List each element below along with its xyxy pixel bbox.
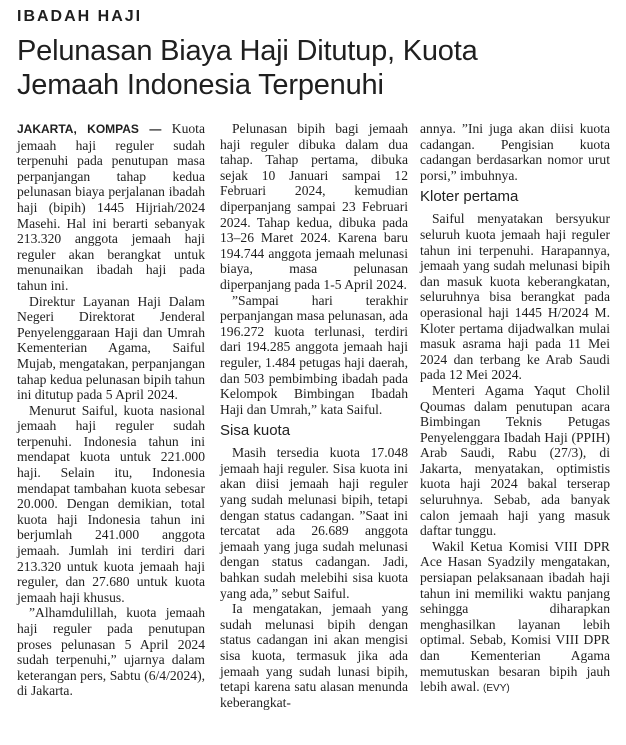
lead-paragraph — [17, 121, 205, 294]
article-column-1 — [17, 121, 205, 699]
headline-line-2: Jemaah Indonesia Terpenuhi — [17, 69, 384, 101]
body-paragraph: ”Sampai hari terakhir perpanjangan masa pelunasan, ada 196.272 kuota terlunasi, terdiri dari 194.285 anggota jemaah haji reguler, 1.484 petugas haji daerah, dan 503 pembimbing ibadah pada Kelompok Bimbingan Ibadah Haji dan Umrah,” kata Saiful. — [220, 292, 408, 417]
headline-line-1: Pelunasan Biaya Haji Ditutup, Kuota — [17, 35, 478, 67]
lead-text: Kuota jemaah haji reguler sudah terpenuhi pada penutupan masa perpanjangan tahap kedua pelunasan biaya perjalanan ibadah haji (bipih) 1445 Hijriah/2024 Masehi. Hal ini berarti sebanyak 213.320 anggota jemaah haji reguler akan berangkat untuk menunaikan ibadah haji pada tahun ini. — [17, 121, 205, 293]
subheading-sisa-kuota: Sisa kuota — [220, 422, 291, 440]
dateline: JAKARTA, KOMPAS — — [17, 122, 162, 136]
body-paragraph: Menurut Saiful, kuota nasional jemaah haji reguler sudah terpenuhi. Indonesia tahun ini mendapat kuota untuk 221.000 haji. Selain itu, Indonesia mendapat tambahan kuota sebesar 20.000. Dengan demikian, total kuota haji Indonesia tahun ini berjumlah 241.000 anggota jemaah. Jumlah ini terdiri dari 213.320 untuk kuota jemaah haji reguler, dan 27.680 untuk kuota jemaah haji khusus. — [17, 402, 205, 605]
body-paragraph: annya. ”Ini juga akan diisi kuota cadangan. Pengisian kuota cadangan berdasarkan nomor urut porsi,” imbuhnya. — [420, 121, 610, 183]
author-signature: (EVY) — [483, 683, 510, 695]
body-paragraph: Menteri Agama Yaqut Cholil Qoumas dalam penutupan acara Bimbingan Teknis Petugas Penyelenggara Ibadah Haji (PPIH) Arab Saudi, Rabu (27/3), di Jakarta, menyatakan, optimistis kuota haji 2024 bakal terserap seluruhnya. Sebab, ada banyak calon jemaah haji yang masuk daftar tunggu. — [420, 382, 610, 539]
article-column-2 — [220, 121, 408, 710]
body-paragraph: Ia mengatakan, jemaah yang sudah melunasi bipih dengan status cadangan ini akan mengisi sisa kuota, termasuk jika ada jemaah yang sudah lunasi bipih, tetapi karena satu alasan menunda keberangkat- — [220, 601, 408, 710]
subheading-kloter-pertama: Kloter pertama — [420, 188, 519, 206]
article-headline — [17, 34, 617, 102]
body-paragraph: Pelunasan bipih bagi jemaah haji reguler dibuka dalam dua tahap. Tahap pertama, dibuka sejak 10 Januari sampai 12 Februari 2024, kemudian diperpanjang sampai 23 Februari 2024. Tahap kedua, dibuka pada 13–26 Maret 2024. Karena baru 194.744 anggota jemaah melunasi biaya, masa pelunasan diperpanjang pada 1-5 April 2024. — [220, 121, 408, 292]
closing-text: Wakil Ketua Komisi VIII DPR Ace Hasan Syadzily mengatakan, persiapan pelaksanaan ibadah haji tahun ini memiliki waktu panjang sehingga diharapkan menghasilkan layanan lebih optimal. Sebab, Komisi VIII DPR dan Kementerian Agama memutuskan besaran bipih jauh lebih awal. — [420, 538, 610, 695]
body-paragraph: Saiful menyatakan bersyukur seluruh kuota jemaah haji reguler tahun ini terpenuhi. Harapannya, jemaah yang sudah melunasi bipih dan masuk kuota keberangkatan, seluruhnya bisa berangkat pada operasional haji 1445 H/2024 M. Kloter pertama dijadwalkan mulai masuk asrama haji pada 11 Mei 2024 dan terbang ke Arab Saudi pada 12 Mei 2024. — [420, 211, 610, 383]
body-paragraph: Direktur Layanan Haji Dalam Negeri Direktorat Jenderal Penyelenggaraan Haji dan Umrah Kementerian Agama, Saiful Mujab, mengatakan, perpanjangan tahap kedua pelunasan bipih tahun ini ditutup pada 5 April 2024. — [17, 293, 205, 403]
body-paragraph: Masih tersedia kuota 17.048 jemaah haji reguler. Sisa kuota ini akan diisi jemaah haji reguler yang sudah melunasi bipih, tetapi dengan status cadangan. ”Saat ini tercatat ada 26.689 anggota jemaah yang juga sudah melunasi dengan status cadangan. Jadi, bahkan sudah melebihi sisa kuota yang ada,” sebut Saiful. — [220, 445, 408, 601]
section-rubric: IBADAH HAJI — [17, 8, 143, 25]
body-paragraph: ”Alhamdulillah, kuota jemaah haji reguler pada penutupan proses pelunasan 5 April 2024 sudah terpenuhi,” ujarnya dalam keterangan pers, Sabtu (6/4/2024), di Jakarta. — [17, 605, 205, 699]
closing-paragraph — [420, 539, 610, 697]
article-column-3 — [420, 121, 610, 697]
